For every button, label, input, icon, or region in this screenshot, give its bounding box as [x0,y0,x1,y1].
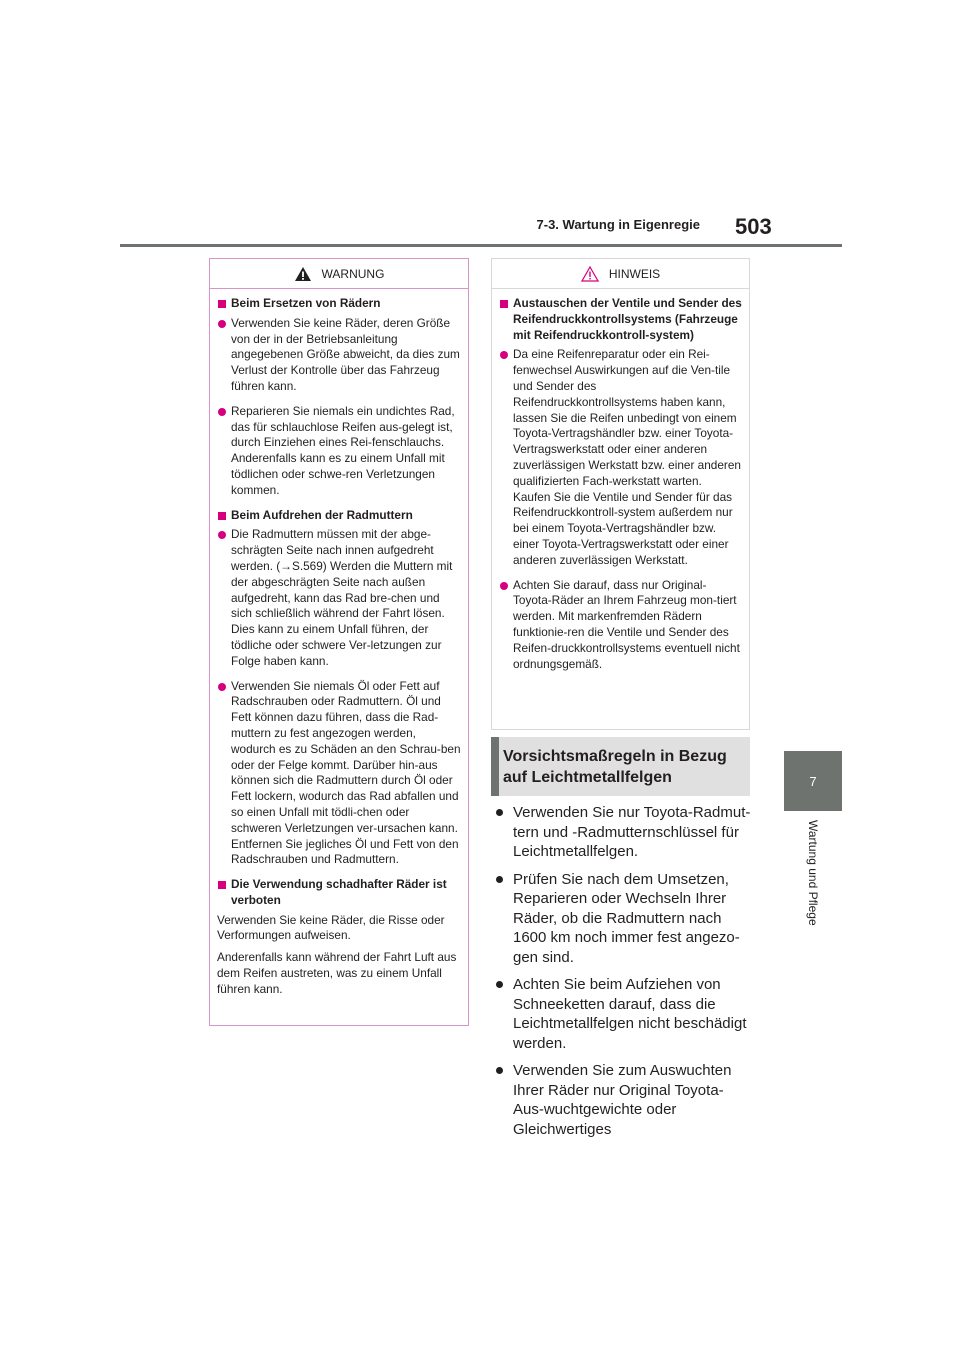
warning-heading-2: Beim Aufdrehen der Radmuttern [217,508,461,524]
list-item: Achten Sie beim Aufziehen von Schneeketten darauf, dass die Leichtmetallfelgen nicht beschädigt werden. [491,975,753,1053]
warning-title-row [210,259,468,289]
chapter-title-vertical [784,820,842,950]
header-divider [120,244,842,247]
page-number: 503 [735,214,772,239]
header-section-title: 7-3. Wartung in Eigenregie [536,217,700,232]
dot-bullet-icon [496,809,503,816]
notice-title: HINWEIS [608,266,661,281]
section-bullet-list [491,803,753,1147]
dot-bullet-icon [218,408,226,416]
notice-heading: Austauschen der Ventile und Sender des Reifendruckkontrollsystems (Fahrzeuge mit Reifendruckkontroll-system) [499,296,742,343]
dot-bullet-icon [218,320,226,328]
section-heading: Vorsichtsmaßregeln in Bezug auf Leichtmetallfelgen [491,737,750,796]
list-item: Achten Sie darauf, dass nur Original-Toyota-Räder an Ihrem Fahrzeug mon-tiert werden. Mit markenfremden Rädern funktionie-ren die Ventile und Sender des Reifen-druckkontrollsystems eventuell nicht ordnungsgemäß. [499,578,742,673]
dot-bullet-icon [218,531,226,539]
warning-heading-3: Die Verwendung schadhafter Räder ist verboten [217,877,461,909]
warning-box [209,258,469,1026]
list-item: Verwenden Sie keine Räder, deren Größe von der in der Betriebsanleitung angegebenen Größe abweicht, da dies zum Verlust der Kontrolle über das Fahrzeug führen kann. [217,316,461,395]
warning-triangle-icon [294,266,312,282]
list-item: Die Radmuttern müssen mit der abge-schrägten Seite nach innen aufgedreht werden. (→S.569) Werden die Muttern mit der abgeschrägten Seite nach außen aufgedreht, kann das Rad bre-chen und sich schließlich während der Fahrt lösen. Dies kann zu einem Unfall führen, der tödliche oder schwere Ver-letzungen zur Folge haben kann. [217,527,461,669]
chapter-title: Wartung und Pflege [806,820,820,926]
list-item: Reparieren Sie niemals ein undichtes Rad, das für schlauchlose Reifen aus-gelegt ist, durch Einziehen eines Rei-fenschlauchs. Anderenfalls kann es zu einem Unfall mit tödlichen oder schwe-ren Verletzungen kommen. [217,404,461,499]
dot-bullet-icon [496,1067,503,1074]
list-item: Prüfen Sie nach dem Umsetzen, Reparieren oder Wechseln Ihrer Räder, ob die Radmuttern nach 1600 km noch immer fest angezo-gen sind. [491,870,753,968]
dot-bullet-icon [218,683,226,691]
square-bullet-icon [218,300,226,308]
notice-title-row [492,259,749,289]
list-item: Verwenden Sie zum Auswuchten Ihrer Räder nur Original Toyota-Aus-wuchtgewichte oder Gleichwertiges [491,1061,753,1139]
warning-title: WARNUNG [321,266,385,281]
section-heading-accent [491,737,499,796]
dot-bullet-icon [500,582,508,590]
chapter-number: 7 [809,773,817,789]
square-bullet-icon [218,881,226,889]
square-bullet-icon [500,300,508,308]
list-item: Da eine Reifenreparatur oder ein Rei-fenwechsel Auswirkungen auf die Ven-tile und Sender des Reifendruckkontrollsystems haben kann, lassen Sie die Reifen unbedingt von einem Toyota-Vertragshändler bzw. einer Toyota-Vertragswerkstatt oder einer anderen zuverlässigen Werkstatt bzw. einer anderen qualifizierten Fach-werkstatt warten. Kaufen Sie die Ventile und Sender für das Reifendruckkontroll-system außerdem nur bei einem Toyota-Vertragshändler bzw. einer Toyota-Vertragswerkstatt oder einer anderen zuverlässigen Werkstatt. [499,347,742,568]
warning-paragraph-1: Verwenden Sie keine Räder, die Risse oder Verformungen aufweisen. [217,912,445,943]
warning-paragraph-2: Anderenfalls kann während der Fahrt Luft aus dem Reifen austreten, was zu einem Unfall führen kann. [217,950,457,996]
caution-triangle-icon [581,266,599,282]
dot-bullet-icon [496,981,503,988]
square-bullet-icon [218,512,226,520]
list-item: Verwenden Sie niemals Öl oder Fett auf Radschrauben oder Radmuttern. Öl und Fett können dazu führen, dass die Rad-muttern zu fest angezogen werden, wodurch es zu Schäden an den Schrau-ben oder der Felge kommt. Darüber hin-aus können sich die Radmuttern durch Öl oder Fett lockern, wodurch das Rad abfallen und so einen Unfall mit tödli-chen oder schweren Verletzungen ver-ursachen kann. Entfernen Sie jegliches Öl und Fett von den Radschrauben und Radmuttern. [217,679,461,869]
dot-bullet-icon [500,351,508,359]
warning-heading-1: Beim Ersetzen von Rädern [217,296,461,312]
chapter-tab [784,751,842,811]
notice-box [491,258,750,730]
dot-bullet-icon [496,876,503,883]
list-item: Verwenden Sie nur Toyota-Radmut-tern und -Radmutternschlüssel für Leichtmetallfelgen. [491,803,753,862]
